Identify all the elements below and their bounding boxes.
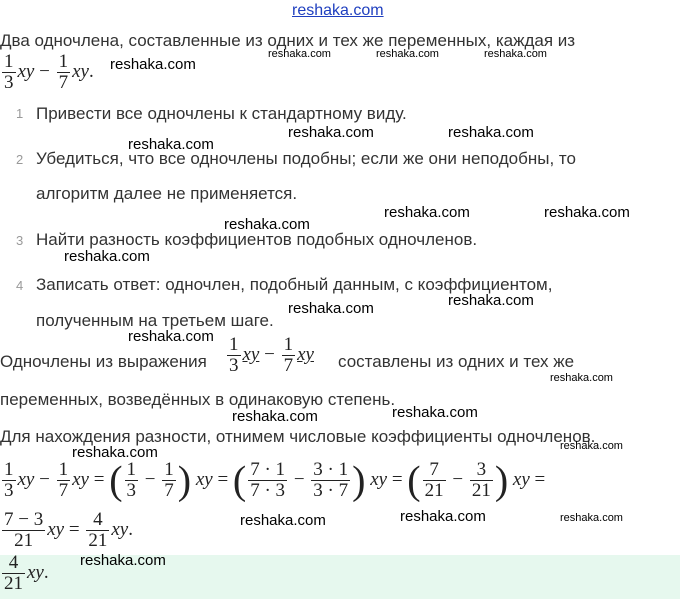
answer-formula: $\frac{4}{21}$ xy. (4, 552, 49, 594)
watermark: reshaka.com (268, 48, 331, 60)
intro-formula: $\frac{1}{3}$ xy − $\frac{1}{7}$ xy. (4, 51, 94, 93)
watermark: reshaka.com (64, 248, 150, 265)
explanation-text-continuation: переменных, возведённых в одинаковую степень. (0, 390, 396, 409)
step-number: 2 (16, 152, 24, 167)
watermark: reshaka.com (288, 300, 374, 317)
step-number: 4 (16, 278, 24, 293)
explanation-text: Для нахождения разности, отнимем числовые коэффициенты одночленов. (0, 427, 596, 446)
watermark: reshaka.com (544, 204, 630, 221)
watermark: reshaka.com (72, 444, 158, 461)
fraction-one-seventh: $\frac{1}{7}$ (58, 51, 69, 93)
watermark: reshaka.com (128, 328, 214, 345)
watermark: reshaka.com (400, 508, 486, 525)
watermark: reshaka.com (448, 292, 534, 309)
step-text: Найти разность коэффициентов подобных одночленов. (36, 230, 478, 249)
watermark: reshaka.com (240, 512, 326, 529)
watermark: reshaka.com (128, 136, 214, 153)
watermark: reshaka.com (484, 48, 547, 60)
watermark: reshaka.com (384, 204, 470, 221)
watermark: reshaka.com (232, 408, 318, 425)
watermark: reshaka.com (224, 216, 310, 233)
step-text-continuation: полученным на третьем шаге. (36, 311, 274, 330)
watermark: reshaka.com (110, 56, 196, 73)
inline-expression: $\frac{1}{3}$ xy − $\frac{1}{7}$ xy (229, 334, 314, 376)
explanation-text: составлены из одних и тех же (338, 352, 575, 371)
calculation-line-continuation: $\frac{7 - 3}{21}$ xy = $\frac{4}{21}$ xy. (4, 509, 133, 551)
watermark: reshaka.com (560, 440, 623, 452)
step-text: Убедиться, что все одночлены подобны; если же они неподобны, то (36, 149, 576, 168)
watermark: reshaka.com (376, 48, 439, 60)
watermark: reshaka.com (448, 124, 534, 141)
step-text-continuation: алгоритм далее не применяется. (36, 184, 298, 203)
watermark: reshaka.com (80, 552, 166, 569)
step-text: Привести все одночлены к стандартному виду. (36, 104, 407, 123)
step-text: Записать ответ: одночлен, подобный данным, с коэффициентом, (36, 275, 553, 294)
calculation-line: $\frac{1}{3}$ xy − $\frac{1}{7}$ xy = ( $\frac{1}{3}$ − $\frac{1}{7}$ ) xy = ( $\frac{7 \cdot 1}{7 \cdot 3}$ − $\frac{3 \cdot 1}{3 \cdot 7}$ ) xy = ( $\frac{7}{21}$ − $\frac{3}{21}$ ) xy = (4, 457, 546, 503)
watermark: reshaka.com (288, 124, 374, 141)
step-number: 3 (16, 233, 24, 248)
watermark: reshaka.com (560, 512, 623, 524)
fraction-one-third: $\frac{1}{3}$ (4, 51, 14, 93)
watermark: reshaka.com (550, 372, 613, 384)
site-link[interactable]: reshaka.com (292, 2, 384, 19)
explanation-text: Одночлены из выражения (0, 352, 207, 371)
watermark: reshaka.com (392, 404, 478, 421)
step-number: 1 (16, 106, 24, 121)
intro-text: Два одночлена, составленные из одних и тех же переменных, каждая из (0, 31, 576, 50)
